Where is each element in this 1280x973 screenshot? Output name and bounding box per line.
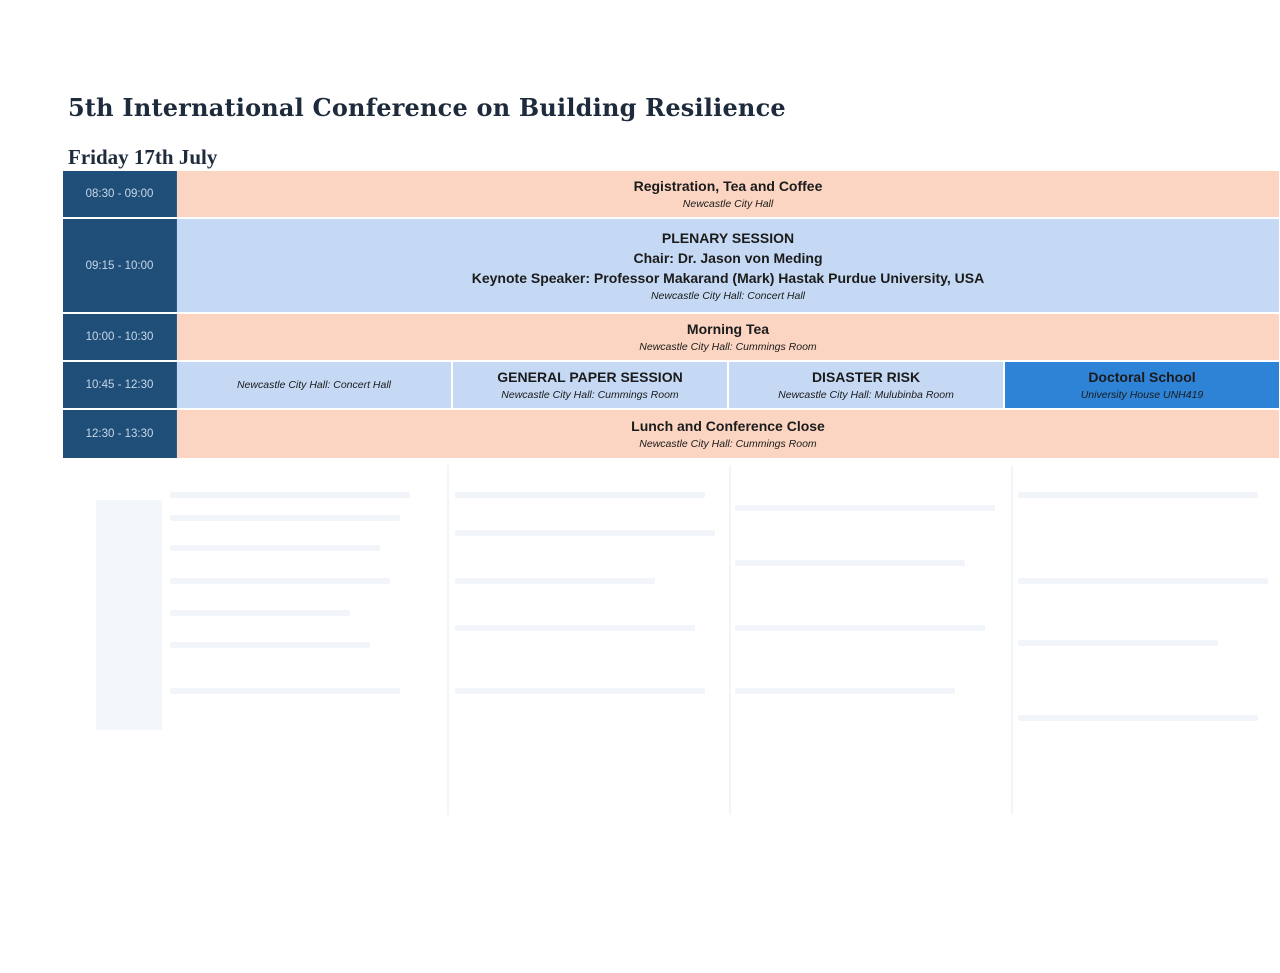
session-title: Registration, Tea and Coffee xyxy=(633,178,823,194)
parallel-session-doctoral xyxy=(1005,362,1279,408)
parallel-session xyxy=(177,362,453,408)
session-title: DISASTER RISK xyxy=(811,369,921,385)
parallel-sessions xyxy=(177,362,1279,408)
session-venue: Newcastle City Hall: Cummings Room xyxy=(639,438,817,450)
time-slot: 12:30 - 13:30 xyxy=(63,410,177,458)
session-venue: Newcastle City Hall: Cummings Room xyxy=(501,389,679,401)
session-block xyxy=(177,314,1279,360)
schedule-row-plenary xyxy=(63,219,1279,314)
session-venue: Newcastle City Hall: Concert Hall xyxy=(650,289,806,302)
keynote-speaker: Keynote Speaker: Professor Makarand (Mark) Hastak Purdue University, USA xyxy=(471,269,985,286)
session-title: Morning Tea xyxy=(686,321,770,337)
session-title: GENERAL PAPER SESSION xyxy=(497,369,683,385)
time-slot: 08:30 - 09:00 xyxy=(63,171,177,217)
session-title: Lunch and Conference Close xyxy=(631,418,825,434)
conference-title: 5th International Conference on Building Resilience xyxy=(68,93,786,122)
schedule-row-parallel xyxy=(63,362,1279,410)
session-venue: Newcastle City Hall: Mulubinba Room xyxy=(778,389,954,401)
session-block xyxy=(177,219,1279,312)
schedule-row-registration xyxy=(63,171,1279,219)
session-venue: University House UNH419 xyxy=(1080,389,1204,401)
parallel-session xyxy=(453,362,729,408)
time-slot: 10:00 - 10:30 xyxy=(63,314,177,360)
time-slot: 09:15 - 10:00 xyxy=(63,219,177,312)
session-title: Doctoral School xyxy=(1088,369,1196,385)
session-venue: Newcastle City Hall: Concert Hall xyxy=(236,379,392,391)
session-chair: Chair: Dr. Jason von Meding xyxy=(633,249,823,266)
session-block xyxy=(177,410,1279,458)
session-block xyxy=(177,171,1279,217)
session-title: PLENARY SESSION xyxy=(661,229,795,246)
session-venue: Newcastle City Hall: Cummings Room xyxy=(639,341,817,353)
schedule-row-lunch xyxy=(63,410,1279,458)
parallel-session xyxy=(729,362,1005,408)
schedule-row-morning-tea xyxy=(63,314,1279,362)
session-venue: Newcastle City Hall xyxy=(682,198,774,210)
time-slot: 10:45 - 12:30 xyxy=(63,362,177,408)
schedule-table xyxy=(63,171,1279,458)
schedule-day: Friday 17th July xyxy=(68,145,218,169)
